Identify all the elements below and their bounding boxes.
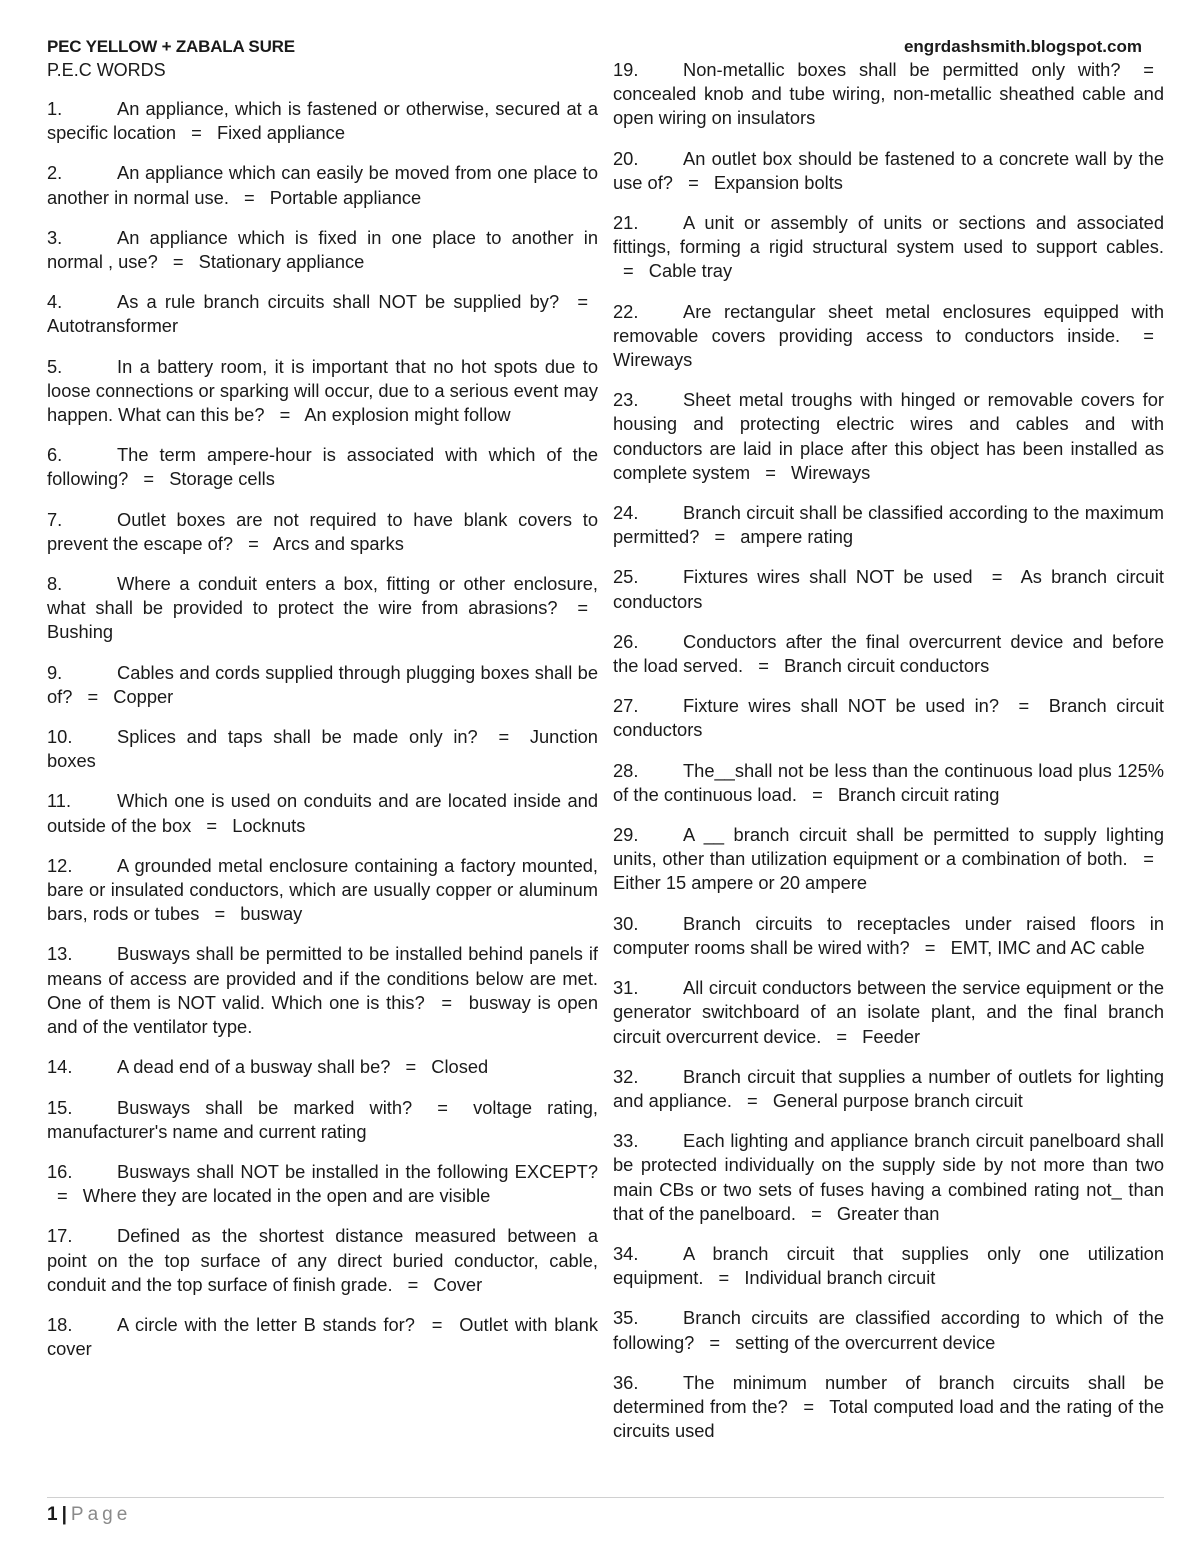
document-title: PEC YELLOW + ZABALA SURE <box>47 37 295 56</box>
question-number: 34. <box>613 1242 639 1264</box>
question-number: 24. <box>613 502 639 524</box>
question-item <box>613 1306 1164 1354</box>
answer-text: voltage rating, manufacturer's name and current rating <box>47 1096 598 1142</box>
answer-text: Feeder <box>862 1025 921 1047</box>
equals-sign: = <box>758 655 769 677</box>
section-subtitle: P.E.C WORDS <box>47 60 166 80</box>
question-number: 26. <box>613 630 639 652</box>
question-item <box>47 1160 598 1208</box>
answer-text: Branch circuit conductors <box>783 655 990 677</box>
answer-text: Outlet with blank cover <box>47 1313 598 1360</box>
answer-text: concealed knob and tube wiring, non-metallic sheathed cable and open wiring on insulators <box>613 83 1164 129</box>
question-text: Are rectangular sheet metal enclosures equipped with removable covers providing access to conductors inside. <box>613 300 1164 346</box>
question-text: Busways shall NOT be installed in the following EXCEPT? <box>117 1160 598 1182</box>
question-number: 7. <box>47 508 63 530</box>
question-number: 5. <box>47 355 63 377</box>
answer-text: As branch circuit conductors <box>613 566 1164 612</box>
page-label: Page <box>70 1504 132 1525</box>
footer-divider <box>47 1497 1164 1498</box>
question-text: A grounded metal enclosure containing a factory mounted, bare or insulated conductors, which are usually copper or aluminum bars, rods or tubes <box>47 854 598 925</box>
equals-sign: = <box>1143 59 1154 80</box>
blog-url: engrdashsmith.blogspot.com <box>903 37 1142 56</box>
question-item <box>47 942 598 1039</box>
question-text: Splices and taps shall be made only in? <box>117 726 478 748</box>
page-footer <box>47 1504 131 1526</box>
question-number: 33. <box>613 1130 639 1152</box>
equals-sign: = <box>407 1273 419 1295</box>
answer-text: ampere rating <box>740 526 854 548</box>
answer-text: Fixed appliance <box>216 122 345 144</box>
question-item <box>47 572 598 645</box>
equals-sign: = <box>214 903 226 925</box>
answer-text: Stationary appliance <box>198 251 365 273</box>
question-item <box>47 1055 598 1079</box>
answer-text: Individual branch circuit <box>744 1267 936 1289</box>
equals-sign: = <box>747 1089 758 1111</box>
left-column <box>47 97 598 1377</box>
equals-sign: = <box>244 186 255 208</box>
question-number: 29. <box>613 824 639 846</box>
question-item <box>613 1129 1164 1226</box>
question-text: As a rule branch circuits shall NOT be supplied by? <box>117 291 560 313</box>
question-text: An appliance which can easily be moved from one place to another in normal use. <box>47 162 598 208</box>
question-text: The term ampere-hour is associated with which of the following? <box>47 444 598 490</box>
question-item <box>613 1242 1164 1290</box>
equals-sign: = <box>836 1025 848 1047</box>
question-item <box>47 355 598 428</box>
question-number: 35. <box>613 1307 639 1329</box>
question-item <box>613 1065 1164 1113</box>
answer-text: Branch circuit conductors <box>613 695 1164 741</box>
question-text: Cables and cords supplied through plugging boxes shall be of? <box>47 661 598 707</box>
question-text: Branch circuit shall be classified according to the maximum permitted? <box>613 502 1164 548</box>
question-text: Fixture wires shall NOT be used in? <box>683 695 999 717</box>
question-item <box>47 725 598 773</box>
question-number: 21. <box>613 212 639 234</box>
question-text: An outlet box should be fastened to a concrete wall by the use of? <box>613 147 1164 193</box>
equals-sign: = <box>498 726 510 748</box>
equals-sign: = <box>924 936 936 958</box>
question-item <box>47 161 598 209</box>
answer-text: Storage cells <box>169 468 275 490</box>
answer-text: busway <box>240 903 303 925</box>
equals-sign: = <box>1018 695 1030 717</box>
question-number: 16. <box>47 1160 73 1182</box>
question-number: 3. <box>47 226 63 248</box>
question-item <box>613 976 1164 1049</box>
question-number: 10. <box>47 726 73 748</box>
answer-text: Autotransformer <box>47 315 179 337</box>
question-item <box>613 630 1164 678</box>
question-text: Busways shall be permitted to be installed behind panels if means of access are provided and if the conditions below are met. One of them is NOT valid. Which one is this? <box>47 943 598 1013</box>
equals-sign: = <box>577 291 588 313</box>
question-item <box>47 1313 598 1361</box>
page-number: 1 <box>47 1504 58 1525</box>
equals-sign: = <box>191 122 202 144</box>
equals-sign: = <box>623 260 634 282</box>
equals-sign: = <box>577 597 588 619</box>
answer-text: EMT, IMC and AC cable <box>950 936 1145 958</box>
question-text: Conductors after the final overcurrent device and before the load served. <box>613 630 1164 677</box>
answer-text: busway is open and of the ventilator type. <box>47 991 598 1038</box>
question-item <box>47 508 598 556</box>
answer-text: Wireways <box>613 349 693 371</box>
question-number: 13. <box>47 943 73 965</box>
equals-sign: = <box>1143 848 1154 870</box>
equals-sign: = <box>811 1202 822 1224</box>
question-text: A unit or assembly of units or sections and associated fittings, forming a rigid structural system used to support cables. <box>613 212 1164 258</box>
answer-text: Greater than <box>836 1202 940 1224</box>
question-number: 18. <box>47 1313 73 1335</box>
question-item <box>47 1096 598 1144</box>
question-item <box>47 661 598 709</box>
question-item <box>47 97 598 145</box>
question-text: In a battery room, it is important that no hot spots due to loose connections or sparking will occur, due to a serious event may happen. What can this be? <box>47 355 598 426</box>
question-text: Outlet boxes are not required to have blank covers to prevent the escape of? <box>47 508 598 554</box>
equals-sign: = <box>812 783 823 805</box>
question-item <box>613 912 1164 960</box>
equals-sign: = <box>441 991 453 1013</box>
answer-text: Junction boxes <box>47 726 598 772</box>
equals-sign: = <box>437 1096 448 1118</box>
equals-sign: = <box>714 526 726 548</box>
equals-sign: = <box>206 814 218 836</box>
question-item <box>47 789 598 837</box>
equals-sign: = <box>143 468 155 490</box>
answer-text: Portable appliance <box>269 186 422 208</box>
equals-sign: = <box>172 251 184 273</box>
question-text: Branch circuits are classified according to which of the following? <box>613 1307 1164 1353</box>
question-item <box>613 147 1164 195</box>
answer-text: setting of the overcurrent device <box>735 1331 996 1353</box>
question-number: 6. <box>47 444 63 466</box>
equals-sign: = <box>803 1395 815 1417</box>
question-text: A circle with the letter B stands for? <box>117 1313 415 1335</box>
question-number: 11. <box>47 790 72 812</box>
question-text: An appliance, which is fastened or otherwise, secured at a specific location <box>47 98 598 144</box>
answer-text: Locknuts <box>232 814 306 836</box>
answer-text: Bushing <box>47 621 114 643</box>
question-text: A __ branch circuit shall be permitted to supply lighting units, other than utilization equipment or a combination of both. <box>613 824 1164 870</box>
question-text: A branch circuit that supplies only one utilization equipment. <box>613 1242 1164 1289</box>
question-text: Defined as the shortest distance measured between a point on the top surface of any direct buried conductor, cable, conduit and the top surface of finish grade. <box>47 1225 598 1295</box>
question-number: 2. <box>47 162 63 184</box>
answer-text: Wireways <box>791 461 871 483</box>
question-number: 23. <box>613 389 639 411</box>
question-number: 27. <box>613 695 639 717</box>
question-item <box>613 300 1164 373</box>
answer-text: Cable tray <box>648 260 733 282</box>
question-number: 36. <box>613 1371 639 1393</box>
equals-sign: = <box>765 461 776 483</box>
answer-text: Cover <box>433 1273 483 1295</box>
question-item <box>613 823 1164 896</box>
question-text: Each lighting and appliance branch circuit panelboard shall be protected individually on the supply side by not more than two main CBs or two sets of fuses having a combined rating not_ than that of the panelboard. <box>613 1130 1164 1224</box>
question-text: A dead end of a busway shall be? <box>117 1056 391 1078</box>
equals-sign: = <box>688 171 699 193</box>
question-number: 17. <box>47 1225 73 1247</box>
equals-sign: = <box>431 1313 443 1335</box>
question-number: 28. <box>613 759 639 781</box>
question-text: Fixtures wires shall NOT be used <box>683 566 973 588</box>
question-item <box>613 211 1164 284</box>
question-item <box>47 226 598 274</box>
question-number: 22. <box>613 300 639 322</box>
equals-sign: = <box>709 1331 721 1353</box>
equals-sign: = <box>279 404 291 426</box>
answer-text: Where they are located in the open and are visible <box>82 1185 491 1207</box>
question-text: Branch circuits to receptacles under raised floors in computer rooms shall be wired with? <box>613 912 1164 958</box>
question-text: Busways shall be marked with? <box>117 1096 413 1118</box>
answer-text: General purpose branch circuit <box>772 1089 1023 1111</box>
question-number: 19. <box>613 59 639 80</box>
equals-sign: = <box>718 1267 730 1289</box>
equals-sign: = <box>405 1056 417 1078</box>
question-item <box>613 388 1164 485</box>
answer-text: Closed <box>431 1056 489 1078</box>
question-item <box>47 290 598 338</box>
question-text: Where a conduit enters a box, fitting or other enclosure, what shall be provided to protect the wire from abrasions? <box>47 573 598 619</box>
question-item <box>613 1371 1164 1444</box>
question-number: 20. <box>613 147 639 169</box>
question-text: All circuit conductors between the service equipment or the generator switchboard of an isolate plant, and the final branch circuit overcurrent device. <box>613 977 1164 1047</box>
question-number: 9. <box>47 661 63 683</box>
question-item <box>47 854 598 927</box>
question-text: Non-metallic boxes shall be permitted only with? <box>683 59 1121 80</box>
question-item <box>47 443 598 491</box>
question-item <box>47 1224 598 1297</box>
question-number: 15. <box>47 1096 73 1118</box>
question-item <box>613 565 1164 613</box>
answer-text: Either 15 ampere or 20 ampere <box>613 872 868 894</box>
question-text: An appliance which is fixed in one place to another in normal , use? <box>47 226 598 273</box>
question-item <box>613 501 1164 549</box>
question-text: The__shall not be less than the continuous load plus 125% of the continuous load. <box>613 759 1164 805</box>
equals-sign: = <box>1143 324 1154 346</box>
answer-text: Branch circuit rating <box>837 783 1000 805</box>
question-number: 30. <box>613 912 639 934</box>
question-number: 12. <box>47 854 73 876</box>
equals-sign: = <box>991 566 1003 588</box>
answer-text: Copper <box>113 685 174 707</box>
question-item <box>613 759 1164 807</box>
question-number: 4. <box>47 291 63 313</box>
right-column <box>613 58 1164 1459</box>
question-item <box>613 694 1164 742</box>
question-number: 14. <box>47 1056 73 1078</box>
answer-text: Total computed load and the rating of the circuits used <box>613 1395 1165 1442</box>
question-text: Branch circuit that supplies a number of outlets for lighting and appliance. <box>613 1065 1164 1111</box>
question-number: 25. <box>613 566 639 588</box>
answer-text: Expansion bolts <box>713 171 843 193</box>
footer-separator: | <box>61 1504 67 1525</box>
question-text: Sheet metal troughs with hinged or removable covers for housing and protecting electric wires and cables and with conductors are laid in place after this object has been installed as complete system <box>613 389 1164 483</box>
question-item <box>613 58 1164 131</box>
equals-sign: = <box>248 532 259 554</box>
answer-text: Arcs and sparks <box>272 532 404 554</box>
answer-text: An explosion might follow <box>304 404 511 426</box>
question-number: 32. <box>613 1065 639 1087</box>
question-number: 1. <box>47 98 63 119</box>
question-number: 31. <box>613 977 639 999</box>
equals-sign: = <box>87 685 99 707</box>
equals-sign: = <box>57 1185 68 1207</box>
question-number: 8. <box>47 573 63 595</box>
question-text: The minimum number of branch circuits shall be determined from the? <box>613 1371 1164 1417</box>
question-text: Which one is used on conduits and are located inside and outside of the box <box>47 790 598 836</box>
